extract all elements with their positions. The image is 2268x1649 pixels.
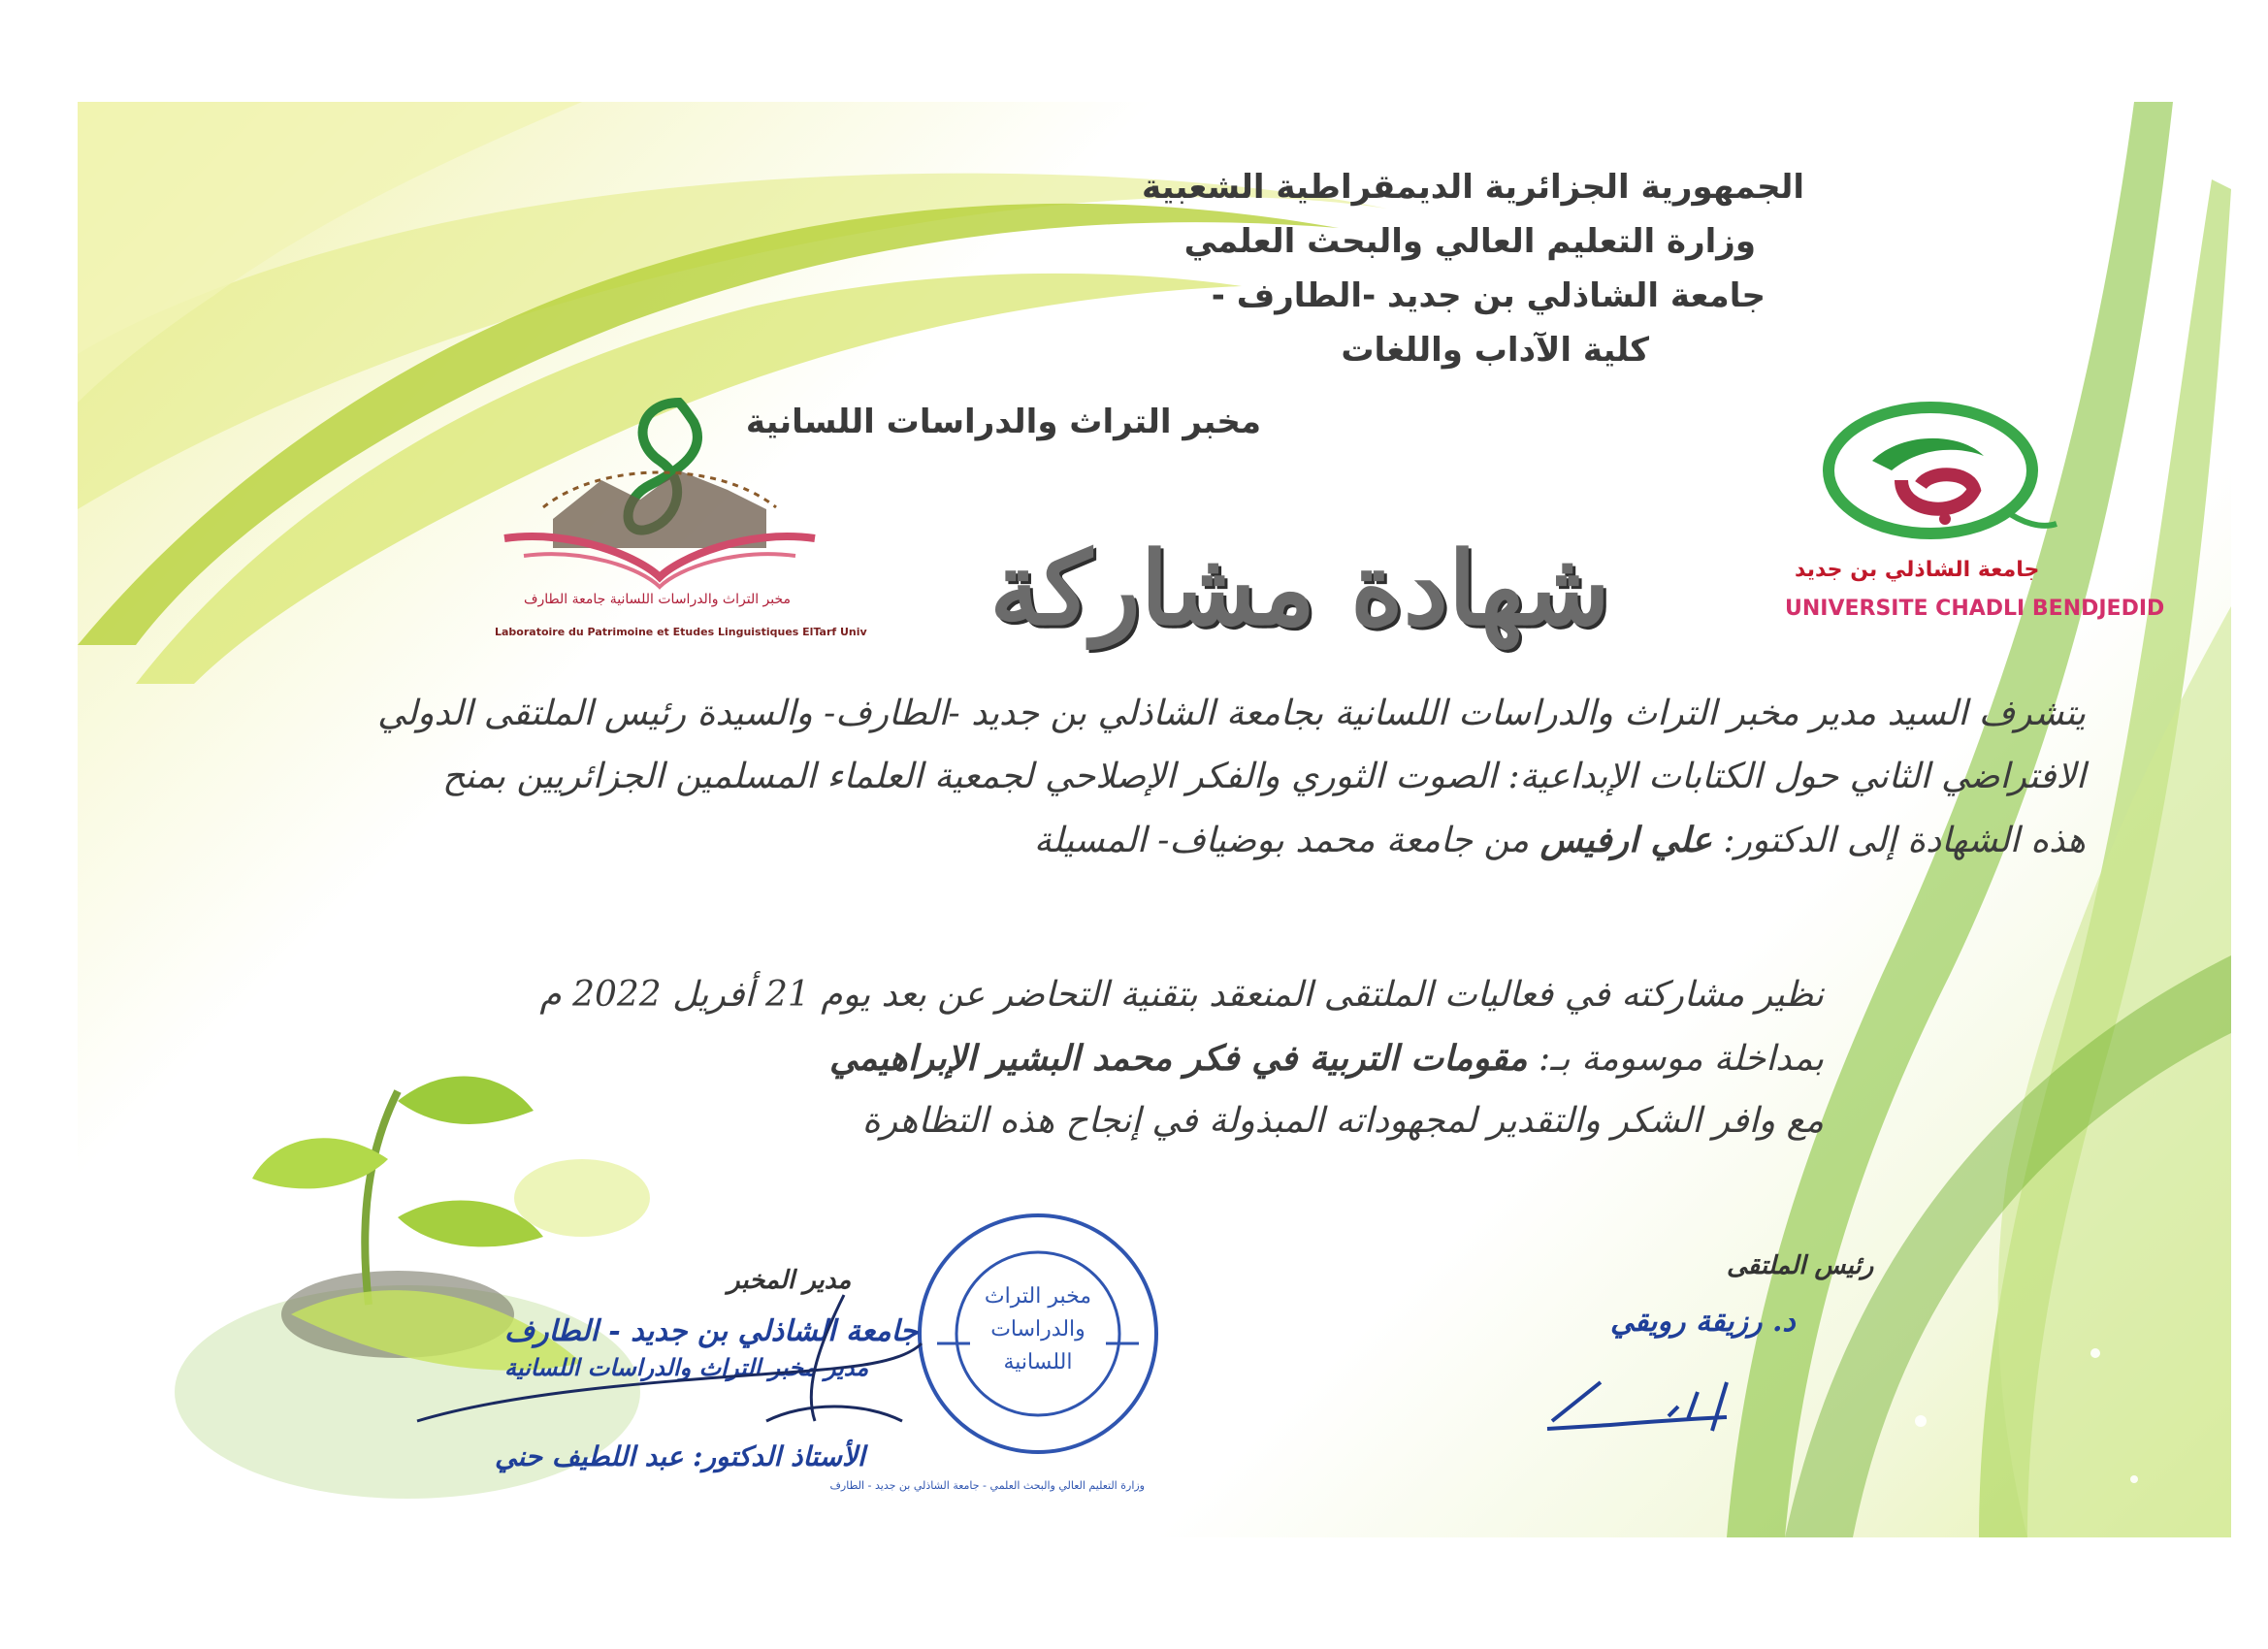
chair-name: د. رزيقة رويقي — [1610, 1305, 1796, 1339]
director-label: مدير المخبر — [728, 1266, 852, 1295]
seal-center-text — [970, 1280, 1106, 1379]
university-logo-name-ar: جامعة الشاذلي بن جديد — [1795, 558, 2040, 582]
lab-logo-caption-fr: Laboratoire du Patrimoine et Etudes Linguistiques ElTarf Univ — [495, 626, 867, 638]
body-line-3-prefix: هذه الشهادة إلى الدكتور: — [1723, 821, 2086, 860]
recipient-name: علي ارفيس — [1539, 820, 1712, 860]
talk-title: مقومات التربية في فكر محمد البشير الإبراهيمي — [829, 1038, 1528, 1079]
director-signature — [398, 1276, 941, 1470]
body-line-6: مع وافر الشكر والتقدير لمجهوداته المبذولة في إنجاح هذه التظاهرة — [861, 1101, 1824, 1141]
certificate — [78, 102, 2231, 1537]
seal-ring-text: وزارة التعليم العالي والبحث العلمي - جامعة الشاذلي بن جديد - الطارف — [829, 1479, 1145, 1492]
lab-logo-caption-ar: مخبر التراث والدراسات اللسانية جامعة الطارف — [524, 592, 792, 607]
university-logo — [1814, 393, 2066, 558]
certificate-title: شهادة مشاركة — [989, 529, 1610, 648]
header-ministry: وزارة التعليم العالي والبحث العلمي — [1183, 222, 1756, 261]
university-logo-name-fr: UNIVERSITE CHADLI BENDJEDID — [1785, 597, 2165, 621]
body-line-2: الافتراضي الثاني حول الكتابات الإبداعية: الصوت الثوري والفكر الإصلاحي لجمعية العلماء المسلمين الجزائريين بمنح — [442, 757, 2086, 796]
body-line-1: يتشرف السيد مدير مخبر التراث والدراسات اللسانية بجامعة الشاذلي بن جديد -الطارف- والسيدة رئيس الملتقى الدولي — [377, 694, 2086, 733]
header-laboratory: مخبر التراث والدراسات اللسانية — [745, 403, 1261, 441]
body-line-5 — [466, 1038, 1824, 1079]
header-republic: الجمهورية الجزائرية الديمقراطية الشعبية — [1142, 168, 1804, 207]
chair-signature — [1533, 1363, 1824, 1450]
director-stamp-line-1: جامعة الشاذلي بن جديد - الطارف — [504, 1314, 919, 1348]
director-stamp-line-2: مدير مخبر التراث والدراسات اللسانية — [504, 1353, 869, 1381]
body-line-3 — [243, 820, 2086, 860]
director-name: الأستاذ الدكتور: عبد اللطيف حني — [495, 1440, 865, 1472]
body-line-5-prefix: بمداخلة موسومة بـ: — [1538, 1039, 1824, 1079]
body-line-4: نظير مشاركته في فعاليات الملتقى المنعقد بتقنية التحاضر عن بعد يوم 21 أفريل 2022 م — [539, 975, 1824, 1015]
seal-center-line-2: والدراسات — [990, 1317, 1085, 1342]
seal-center-line-1: مخبر التراث — [984, 1284, 1092, 1309]
header-university: جامعة الشاذلي بن جديد -الطارف - — [1211, 276, 1766, 315]
header-faculty: كلية الآداب واللغات — [1341, 331, 1649, 370]
chair-label: رئيس الملتقى — [1727, 1251, 1874, 1280]
body-line-3-suffix: من جامعة محمد بوضياف- المسيلة — [1033, 821, 1530, 860]
seal-center-line-3: اللسانية — [1003, 1350, 1073, 1374]
institution-header — [834, 160, 1804, 377]
